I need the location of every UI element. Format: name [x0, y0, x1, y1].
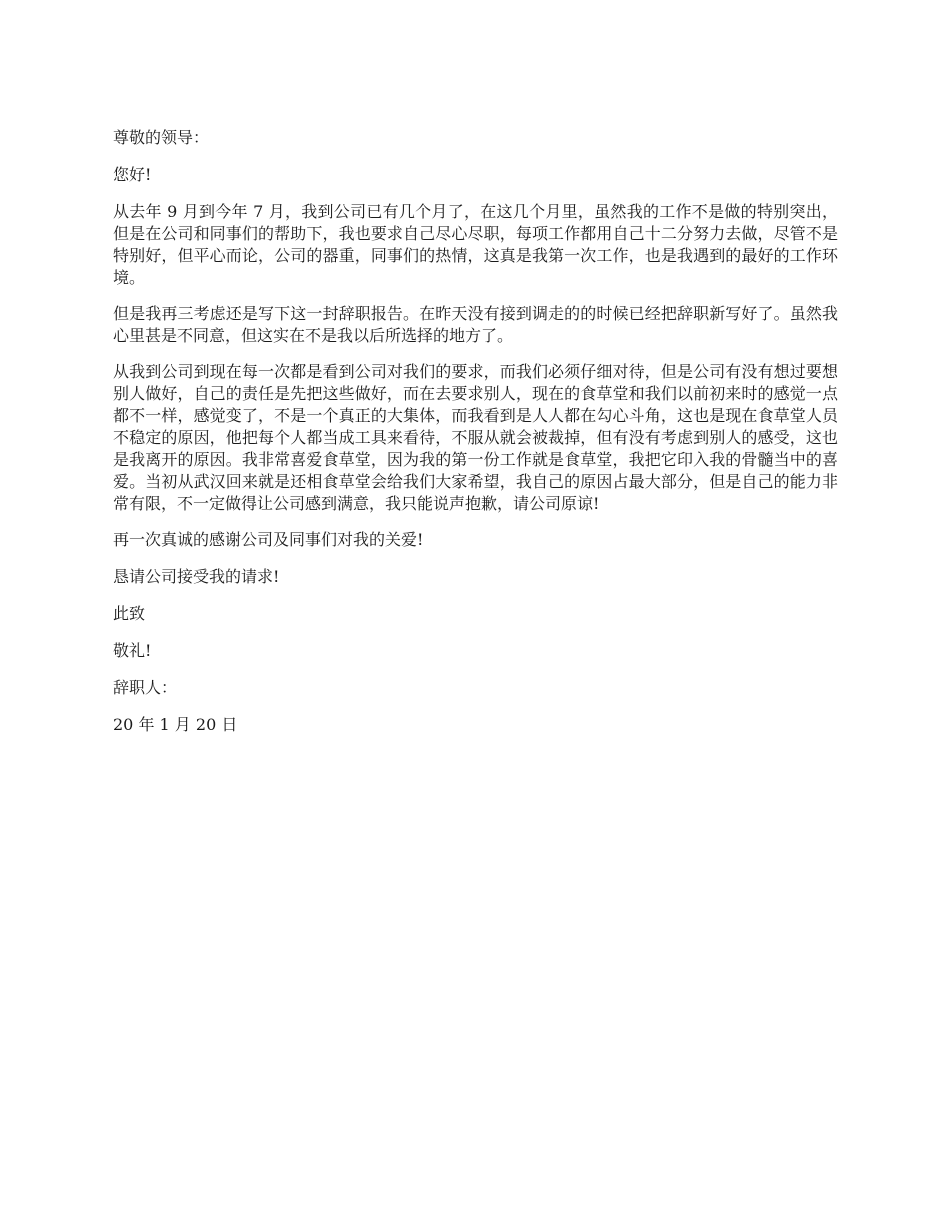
salutation: 尊敬的领导：: [113, 128, 210, 147]
closing-line-2: 敬礼!: [113, 641, 152, 660]
closing-line-1: 此致: [113, 604, 146, 623]
thanks-line: 再一次真诚的感谢公司及同事们对我的关爱!: [113, 530, 424, 549]
letter-date: 20 年 1 月 20 日: [113, 715, 238, 734]
greeting: 您好!: [113, 165, 152, 184]
resignation-letter: [113, 127, 838, 751]
body-paragraph-3: 从我到公司到现在每一次都是看到公司对我们的要求，而我们必须仔细对待，但是公司有没有想过要想别人做好，自己的责任是先把这些做好，而在去要求别人，现在的食草堂和我们以前初来时的感觉一点都不一样，感觉变了，不是一个真正的大集体，而我看到是人人都在勾心斗角，这也是现在食草堂人员不稳定的原因，他把每个人都当成工具来看待，不服从就会被裁掉，但有没有考虑到别人的感受，这也是我离开的原因。我非常喜爱食草堂，因为我的第一份工作就是食草堂，我把它印入我的骨髓当中的喜爱。当初从武汉回来就是还相食草堂会给我们大家希望，我自己的原因占最大部分，但是自己的能力非常有限，不一定做得让公司感到满意，我只能说声抱歉，请公司原谅!: [113, 362, 838, 513]
body-paragraph-1: 从去年 9 月到今年 7 月，我到公司已有几个月了，在这几个月里，虽然我的工作不是做的特别突出，但是在公司和同事们的帮助下，我也要求自己尽心尽职，每项工作都用自己十二分努力去做，尽管不是特别好，但平心而论，公司的器重，同事们的热情，这真是我第一次工作，也是我遇到的最好的工作环境。: [113, 202, 838, 287]
body-paragraph-2: 但是我再三考虑还是写下这一封辞职报告。在昨天没有接到调走的的时候已经把辞职新写好了。虽然我心里甚是不同意，但这实在不是我以后所选择的地方了。: [113, 304, 838, 345]
request-line: 恳请公司接受我的请求!: [113, 567, 280, 586]
signature-label: 辞职人：: [113, 678, 178, 697]
